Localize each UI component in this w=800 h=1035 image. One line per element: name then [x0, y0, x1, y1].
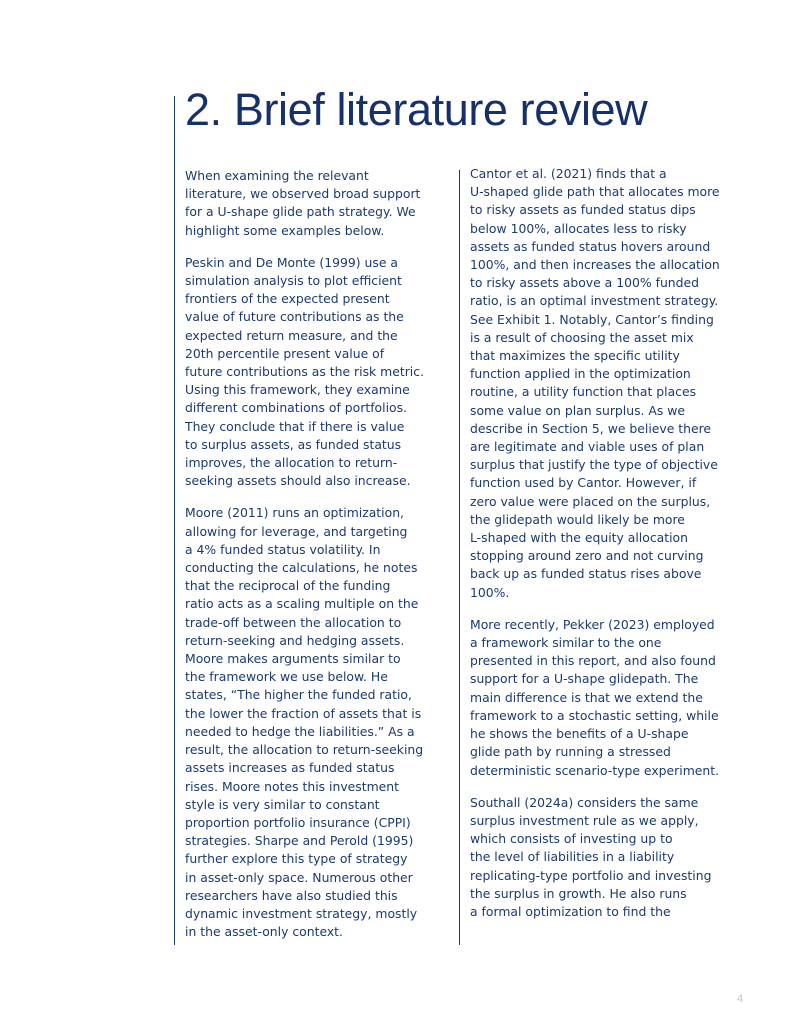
text-line: in the asset-only context.: [185, 924, 343, 940]
text-line: zero value were placed on the surplus,: [470, 493, 711, 509]
text-line: dynamic investment strategy, mostly: [185, 905, 418, 921]
text-line: he shows the benefits of a U-shape: [470, 726, 689, 742]
text-line: the level of liabilities in a liability: [470, 849, 675, 865]
text-line: seeking assets should also increase.: [185, 473, 411, 489]
text-line: Moore (2011) runs an optimization,: [185, 505, 404, 521]
text-line: frontiers of the expected present: [185, 291, 390, 307]
paragraph: [470, 165, 720, 602]
text-line: that the reciprocal of the funding: [185, 578, 391, 594]
text-line: function applied in the optimization: [470, 366, 691, 382]
text-line: deterministic scenario-type experiment.: [470, 762, 720, 778]
section-heading: 2. Brief literature review: [185, 84, 648, 135]
text-line: support for a U-shape glidepath. The: [470, 671, 699, 687]
text-line: style is very similar to constant: [185, 796, 380, 812]
text-line: glide path by running a stressed: [470, 744, 671, 760]
text-line: 100%.: [470, 584, 510, 600]
text-line: trade-off between the allocation to: [185, 614, 402, 630]
text-line: They conclude that if there is value: [185, 418, 405, 434]
text-line: replicating-type portfolio and investing: [470, 867, 712, 883]
page-number: 4: [737, 993, 744, 1005]
text-line: a formal optimization to find the: [470, 903, 671, 919]
text-line: a framework similar to the one: [470, 635, 662, 651]
text-line: value of future contributions as the: [185, 309, 404, 325]
text-line: result, the allocation to return-seeking: [185, 742, 424, 758]
text-line: rises. Moore notes this investment: [185, 778, 400, 794]
right-column: [470, 165, 720, 935]
text-line: Peskin and De Monte (1999) use a: [185, 254, 399, 270]
text-line: back up as funded status rises above: [470, 566, 702, 582]
text-line: below 100%, allocates less to risky: [470, 220, 687, 236]
text-line: highlight some examples below.: [185, 222, 385, 238]
text-line: Using this framework, they examine: [185, 382, 410, 398]
text-line: ratio acts as a scaling multiple on the: [185, 596, 419, 612]
text-line: are legitimate and viable uses of plan: [470, 439, 705, 455]
text-line: presented in this report, and also found: [470, 653, 716, 669]
text-line: framework to a stochastic setting, while: [470, 707, 719, 723]
text-line: 20th percentile present value of: [185, 345, 385, 361]
text-line: needed to hedge the liabilities.” As a: [185, 723, 415, 739]
text-line: for a U-shape glide path strategy. We: [185, 204, 416, 220]
text-line: U-shaped glide path that allocates more: [470, 184, 720, 200]
text-line: different combinations of portfolios.: [185, 400, 407, 416]
text-line: See Exhibit 1. Notably, Cantor’s finding: [470, 311, 714, 327]
text-line: further explore this type of strategy: [185, 851, 408, 867]
text-line: states, “The higher the funded ratio,: [185, 687, 412, 703]
text-line: the framework we use below. He: [185, 669, 388, 685]
text-line: function used by Cantor. However, if: [470, 475, 697, 491]
text-line: improves, the allocation to return-: [185, 455, 398, 471]
text-line: Moore makes arguments similar to: [185, 651, 401, 667]
text-line: assets as funded status hovers around: [470, 238, 711, 254]
text-line: return-seeking and hedging assets.: [185, 632, 405, 648]
text-line: When examining the relevant: [185, 168, 369, 183]
text-line: L-shaped with the equity allocation: [470, 530, 688, 546]
text-line: researchers have also studied this: [185, 887, 398, 903]
paragraph: [185, 167, 435, 240]
paragraph: [470, 616, 720, 780]
text-line: the surplus in growth. He also runs: [470, 885, 687, 901]
text-line: routine, a utility function that places: [470, 384, 697, 400]
paragraph: [470, 794, 720, 921]
text-line: the lower the fraction of assets that is: [185, 705, 422, 721]
text-line: surplus that justify the type of objective: [470, 457, 718, 473]
text-line: stopping around zero and not curving: [470, 548, 704, 564]
text-line: that maximizes the specific utility: [470, 348, 680, 364]
text-line: assets increases as funded status: [185, 760, 395, 776]
paragraph: [185, 504, 435, 941]
middle-vertical-rule: [459, 170, 460, 945]
text-line: is a result of choosing the asset mix: [470, 329, 694, 345]
text-line: to surplus assets, as funded status: [185, 436, 402, 452]
text-line: to risky assets as funded status dips: [470, 202, 696, 218]
text-line: 100%, and then increases the allocation: [470, 257, 720, 273]
text-line: literature, we observed broad support: [185, 186, 421, 202]
text-line: Cantor et al. (2021) finds that a: [470, 166, 667, 181]
text-line: More recently, Pekker (2023) employed: [470, 616, 715, 632]
text-line: a 4% funded status volatility. In: [185, 541, 381, 557]
left-vertical-rule: [174, 96, 175, 945]
left-column: [185, 167, 435, 955]
text-line: ratio, is an optimal investment strategy.: [470, 293, 719, 309]
text-line: surplus investment rule as we apply,: [470, 812, 699, 828]
text-line: which consists of investing up to: [470, 831, 673, 847]
text-line: simulation analysis to plot efficient: [185, 273, 402, 289]
text-line: describe in Section 5, we believe there: [470, 420, 712, 436]
text-line: main difference is that we extend the: [470, 689, 703, 705]
text-line: some value on plan surplus. As we: [470, 402, 686, 418]
text-line: strategies. Sharpe and Perold (1995): [185, 833, 414, 849]
text-line: conducting the calculations, he notes: [185, 560, 418, 576]
paragraph: [185, 254, 435, 491]
text-line: in asset-only space. Numerous other: [185, 869, 413, 885]
text-line: to risky assets above a 100% funded: [470, 275, 700, 291]
text-line: Southall (2024a) considers the same: [470, 794, 699, 810]
text-line: the glidepath would likely be more: [470, 511, 685, 527]
text-line: proportion portfolio insurance (CPPI): [185, 814, 411, 830]
text-line: expected return measure, and the: [185, 327, 398, 343]
text-line: future contributions as the risk metric.: [185, 364, 425, 380]
text-line: allowing for leverage, and targeting: [185, 523, 408, 539]
